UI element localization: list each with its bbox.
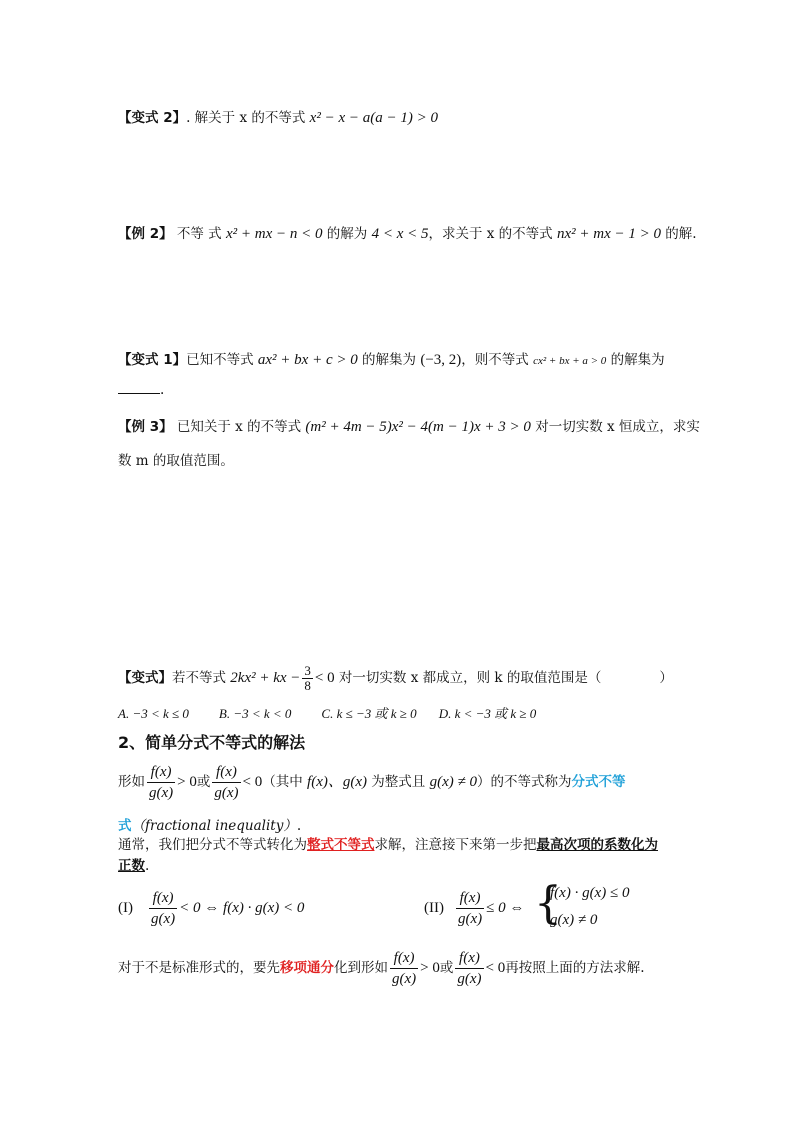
final-t2: 化到形如 (334, 960, 388, 976)
final-f2-num: f(x) (455, 948, 483, 969)
variant-1-m1: ax² + bx + c > 0 (257, 352, 358, 368)
usual-bold: 最高次项的系数化为 (536, 837, 658, 853)
case-2-row-1: f(x) · g(x) ≤ 0 (550, 885, 630, 901)
case-1-num: f(x) (149, 888, 177, 909)
variant-1-m3: cx² + bx + a > 0 (533, 355, 607, 367)
example-2-t1: 不等 式 (172, 226, 226, 242)
option-a: A. −3 < k ≤ 0 (118, 706, 189, 721)
def-f2-den: g(x) (214, 785, 239, 801)
def-or: 或 (196, 774, 211, 790)
variant-m1: 2kx² + kx − (230, 670, 301, 686)
variant-1-m2: (−3, 2) (420, 352, 462, 368)
final-f2-den: g(x) (457, 971, 482, 987)
example-3-tag: 【例 3】 (118, 419, 173, 435)
case-2-den: g(x) (457, 911, 483, 927)
final-g2: < 0 (485, 960, 506, 976)
variant-1-blank-line (118, 380, 164, 400)
example-2-m3: nx² + mx − 1 > 0 (556, 226, 661, 242)
variant-1-t2: 的解集为 (357, 352, 421, 368)
def-f1-den: g(x) (149, 785, 174, 801)
example-2-m2: 4 < x < 5 (371, 226, 429, 242)
example-2-tag: 【例 2】 (118, 226, 173, 242)
case-2-fraction (456, 888, 484, 929)
def-t4: ）的不等式称为 (477, 774, 572, 790)
variant-fraction-num: 3 (304, 663, 311, 678)
def-f2-num: f(x) (212, 762, 240, 783)
usual-bold-2: 正数 (118, 858, 145, 874)
def-g1: > 0 (177, 774, 197, 790)
variant-m2: < 0 (314, 670, 335, 686)
final-g1: > 0 (420, 960, 440, 976)
def-t1: 形如 (118, 774, 145, 790)
final-f1-den: g(x) (392, 971, 417, 987)
final-fraction-1 (390, 948, 418, 989)
case-2-brace: { (534, 878, 562, 929)
case-2-rest: ≤ 0 ⇔ (486, 900, 525, 916)
def-t3: 为整式且 (367, 774, 430, 790)
example-2-t4: 的解. (661, 226, 697, 242)
example-2-m1: x² + mx − n < 0 (225, 226, 323, 242)
case-2-label: (II) (424, 900, 444, 916)
final-t1: 对于不是标准形式的，要先 (118, 960, 280, 976)
case-1-den: g(x) (151, 911, 176, 927)
variant-1-t5: . (160, 382, 165, 398)
option-c: C. k ≤ −3 或 k ≥ 0 (321, 706, 417, 721)
variant-1-tag: 【变式 1】 (118, 352, 187, 368)
example-3-t2: 对一切实数 x 恒成立，求实 (530, 419, 700, 435)
variant-t2: 对一切实数 x 都成立，则 k 的取值范围是（ (334, 670, 602, 686)
variant-2-text: . 解关于 x 的不等式 (186, 110, 310, 126)
case-2-line (424, 888, 524, 929)
case-2-num: f(x) (456, 888, 484, 909)
variant-2-math: x² − x − a(a − 1) > 0 (309, 110, 438, 126)
example-3-line (118, 417, 700, 437)
case-1-fraction (149, 888, 177, 929)
final-fraction-2 (455, 948, 483, 989)
variant-1-t3: ，则不等式 (461, 352, 534, 368)
answer-blank (118, 381, 160, 394)
usual-line-2 (118, 856, 149, 876)
variant-line (118, 664, 673, 693)
variant-1-t1: 已知不等式 (186, 352, 258, 368)
final-line (118, 948, 645, 989)
definition-line-2 (118, 816, 301, 836)
example-2-t3: ，求关于 x 的不等式 (428, 226, 557, 242)
case-1-rest: < 0 ⇔ f(x) · g(x) < 0 (179, 900, 305, 916)
def-fraction-2 (212, 762, 240, 803)
variant-1-t4: 的解集为 (606, 352, 665, 368)
def-f1-num: f(x) (147, 762, 175, 783)
options-line (118, 704, 536, 725)
case-2-row-2: g(x) ≠ 0 (550, 912, 598, 928)
def-m2: g(x) ≠ 0 (429, 774, 477, 790)
def-t2: （其中 (262, 774, 308, 790)
option-d: D. k < −3 或 k ≥ 0 (438, 706, 537, 721)
example-3-t1: 已知关于 x 的不等式 (172, 419, 306, 435)
def-end: . (296, 818, 302, 834)
variant-tag: 【变式】 (118, 670, 172, 686)
variant-2-tag: 【变式 2】 (118, 110, 187, 126)
example-2-line (118, 224, 697, 244)
example-3-m1: (m² + 4m − 5)x² − 4(m − 1)x + 3 > 0 (305, 419, 531, 435)
variant-fraction-den: 8 (304, 678, 311, 693)
usual-red: 整式不等式 (307, 837, 375, 853)
section-title-text: 2、简单分式不等式的解法 (118, 733, 306, 752)
final-f1-num: f(x) (390, 948, 418, 969)
def-g2: < 0 (242, 774, 263, 790)
example-3-line-2 (118, 451, 234, 471)
final-t3: 再按照上面的方法求解. (505, 960, 645, 976)
def-highlight-2: 式 (118, 818, 132, 834)
usual-end: . (145, 858, 150, 874)
variant-t1: 若不等式 (172, 670, 231, 686)
final-red: 移项通分 (280, 960, 334, 976)
variant-2-line (118, 108, 438, 128)
case-1-label: (I) (118, 900, 133, 916)
def-highlight: 分式不等 (571, 774, 626, 790)
case-1-line (118, 888, 304, 929)
final-or: 或 (439, 960, 454, 976)
option-b: B. −3 < k < 0 (218, 706, 292, 721)
usual-t2: 求解，注意接下来第一步把 (374, 837, 537, 853)
definition-line (118, 762, 626, 803)
section-title (118, 733, 305, 753)
variant-t3: ） (659, 670, 673, 686)
def-english: （fractional inequality） (131, 818, 297, 834)
def-fraction-1 (147, 762, 175, 803)
example-3-t3: 数 m 的取值范围。 (118, 453, 234, 469)
variant-1-line (118, 350, 665, 371)
usual-line (118, 835, 658, 855)
variant-fraction (302, 664, 313, 693)
def-m1: f(x)、g(x) (307, 774, 368, 790)
usual-t1: 通常，我们把分式不等式转化为 (118, 837, 307, 853)
example-2-t2: 的解为 (322, 226, 372, 242)
